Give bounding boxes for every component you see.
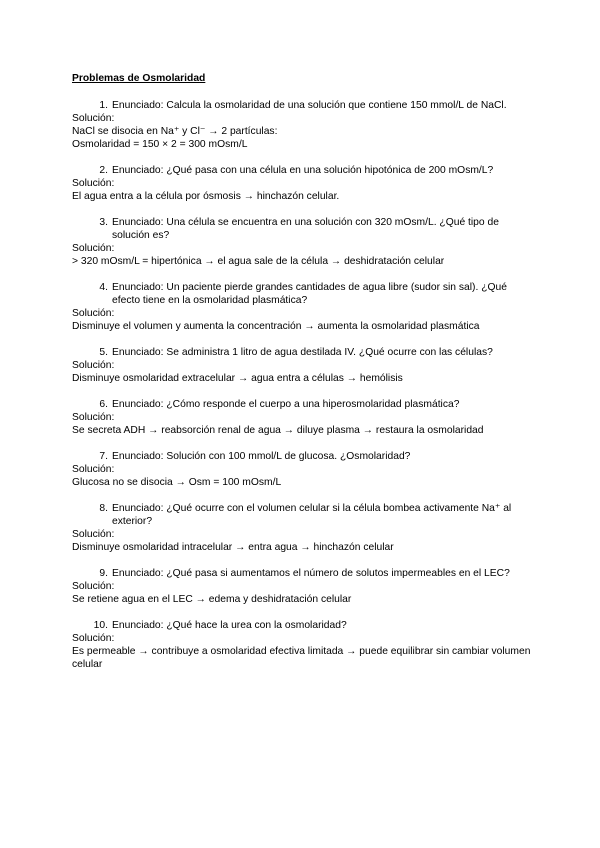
problem-item (72, 398, 532, 437)
document-page (72, 72, 532, 684)
solution-label: Solución: (72, 178, 115, 189)
solution-label: Solución: (72, 581, 115, 592)
solution-label: Solución: (72, 113, 115, 124)
problem-number: 5. (99, 347, 108, 358)
solution-label: Solución: (72, 412, 115, 423)
problem-statement-text: Enunciado: ¿Qué ocurre con el volumen celular si la célula bombea activamente Na⁺ al exterior? (112, 503, 512, 527)
problem-item (72, 619, 532, 671)
problem-statement-text: Enunciado: Calcula la osmolaridad de una solución que contiene 150 mmol/L de NaCl. (112, 100, 507, 111)
solution-label: Solución: (72, 464, 115, 475)
problem-statement-text: Enunciado: ¿Qué pasa con una célula en una solución hipotónica de 200 mOsm/L? (112, 165, 494, 176)
problem-item (72, 164, 532, 203)
solution-label: Solución: (72, 360, 115, 371)
problem-item (72, 450, 532, 489)
problem-statement-text: Enunciado: ¿Qué hace la urea con la osmolaridad? (112, 620, 347, 631)
problem-number: 9. (99, 568, 108, 579)
problem-number: 2. (99, 165, 108, 176)
problem-statement-text: Enunciado: ¿Cómo responde el cuerpo a una hiperosmolaridad plasmática? (112, 399, 460, 410)
problem-number: 6. (99, 399, 108, 410)
solution-text: Se secreta ADH → reabsorción renal de agua → diluye plasma → restaura la osmolaridad (72, 425, 484, 436)
problem-item (72, 281, 532, 333)
problem-statement (72, 502, 532, 528)
problem-number: 10. (93, 620, 108, 631)
solution-text: Disminuye osmolaridad extracelular → agua entra a células → hemólisis (72, 373, 403, 384)
problem-number: 7. (99, 451, 108, 462)
problem-statement-text: Enunciado: ¿Qué pasa si aumentamos el número de solutos impermeables en el LEC? (112, 568, 510, 579)
solution-text: El agua entra a la célula por ósmosis → hinchazón celular. (72, 191, 340, 202)
solution-text: Disminuye el volumen y aumenta la concentración → aumenta la osmolaridad plasmática (72, 321, 480, 332)
problem-statement (72, 398, 532, 411)
problem-item (72, 346, 532, 385)
page-title: Problemas de Osmolaridad (72, 73, 206, 84)
solution-text: Disminuye osmolaridad intracelular → entra agua → hinchazón celular (72, 542, 394, 553)
problem-statement-text: Enunciado: Una célula se encuentra en una solución con 320 mOsm/L. ¿Qué tipo de solución es? (112, 217, 499, 241)
problem-item (72, 216, 532, 268)
problem-statement-text: Enunciado: Solución con 100 mmol/L de glucosa. ¿Osmolaridad? (112, 451, 411, 462)
problem-statement-text: Enunciado: Un paciente pierde grandes cantidades de agua libre (sudor sin sal). ¿Qué efecto tiene en la osmolaridad plasmática? (112, 282, 507, 306)
solution-label: Solución: (72, 529, 115, 540)
problem-statement (72, 99, 532, 112)
problem-statement (72, 567, 532, 580)
problem-number: 4. (99, 282, 108, 293)
solution-label: Solución: (72, 633, 115, 644)
problem-item (72, 99, 532, 151)
solution-label: Solución: (72, 243, 115, 254)
solution-text: > 320 mOsm/L = hipertónica → el agua sale de la célula → deshidratación celular (72, 256, 445, 267)
solution-text: Se retiene agua en el LEC → edema y deshidratación celular (72, 594, 352, 605)
problem-number: 8. (99, 503, 108, 514)
problem-statement (72, 216, 532, 242)
problem-list (72, 99, 532, 671)
problem-number: 1. (99, 100, 108, 111)
problem-statement (72, 619, 532, 632)
problem-item (72, 567, 532, 606)
problem-statement (72, 346, 532, 359)
solution-text: Osmolaridad = 150 × 2 = 300 mOsm/L (72, 139, 248, 150)
solution-text: NaCl se disocia en Na⁺ y Cl⁻ → 2 partículas: (72, 126, 278, 137)
problem-number: 3. (99, 217, 108, 228)
problem-statement (72, 450, 532, 463)
problem-statement-text: Enunciado: Se administra 1 litro de agua destilada IV. ¿Qué ocurre con las células? (112, 347, 493, 358)
solution-text: Glucosa no se disocia → Osm = 100 mOsm/L (72, 477, 282, 488)
solution-text: Es permeable → contribuye a osmolaridad efectiva limitada → puede equilibrar sin cambiar volumen celular (72, 646, 531, 670)
problem-statement (72, 281, 532, 307)
solution-label: Solución: (72, 308, 115, 319)
problem-statement (72, 164, 532, 177)
problem-item (72, 502, 532, 554)
